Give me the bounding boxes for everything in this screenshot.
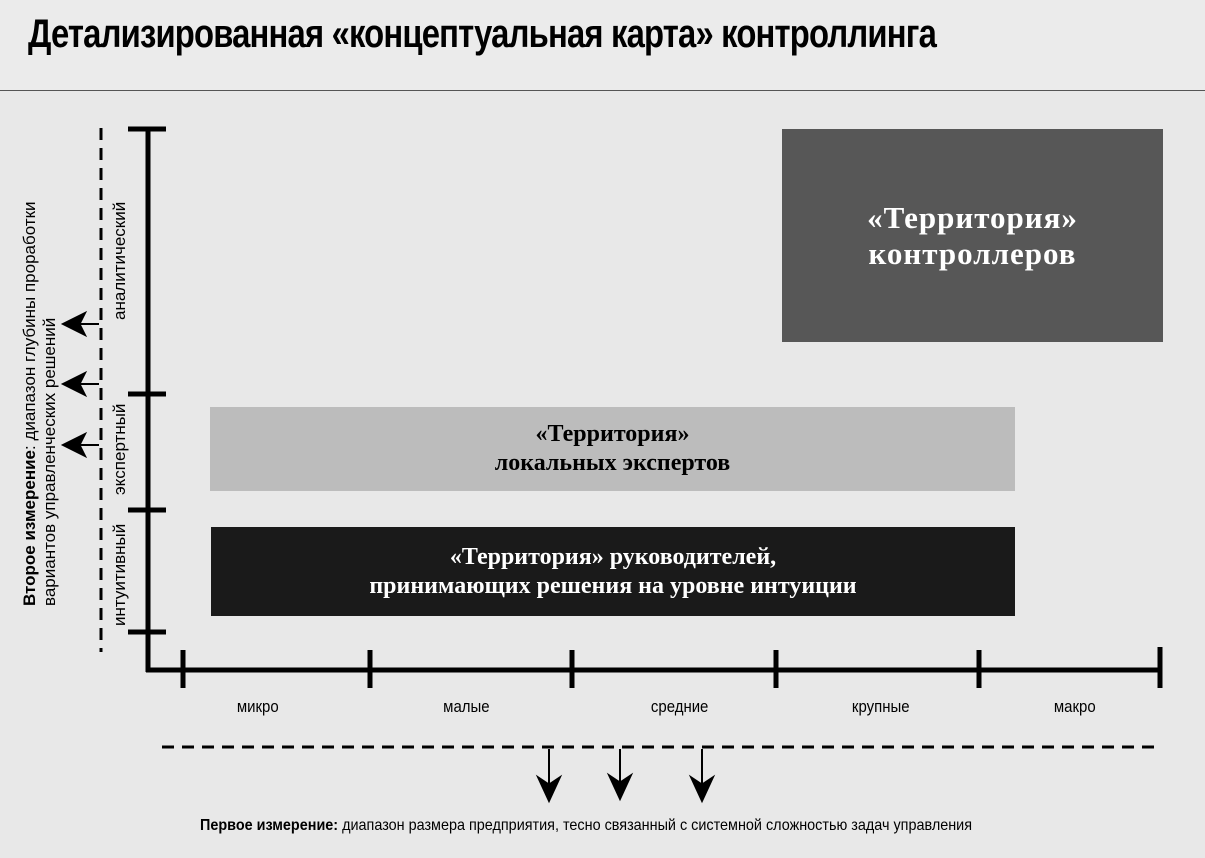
level-label-analytic: аналитический [110, 201, 129, 320]
size-label-macro: макро [1053, 697, 1096, 716]
page-title: Детализированная «концептуальная карта» контроллинга [28, 12, 937, 56]
size-label-medium: средние [650, 697, 709, 716]
territory-experts-line2: локальных экспертов [494, 450, 731, 476]
first-dimension-text: диапазон размера предприятия, тесно связанный с системной сложностью задач управления [342, 817, 973, 834]
size-label-micro: микро [236, 697, 279, 716]
territory-controllers-line1: «Территория» [867, 199, 1078, 235]
territory-experts [210, 407, 1015, 491]
first-dimension-label [200, 817, 972, 835]
level-label-expert: экспертный [110, 403, 129, 495]
second-dimension-arrows [62, 312, 99, 457]
territory-managers-line1: «Территория» руководителей, [449, 543, 777, 570]
territory-experts-line1: «Территория» [535, 421, 690, 447]
level-label-intuitive: интуитивный [110, 523, 129, 626]
second-dimension-text-1: : диапазон глубины проработки [20, 201, 39, 450]
territory-managers-line2: принимающих решения на уровне интуиции [369, 572, 857, 599]
territory-controllers [782, 129, 1163, 342]
first-dimension-title: Первое измерение: [200, 817, 339, 834]
second-dimension-title: Второе измерение [20, 449, 39, 606]
size-label-large: крупные [851, 697, 910, 716]
territory-managers [211, 527, 1015, 616]
size-label-small: малые [443, 697, 490, 716]
first-dimension-arrows [537, 749, 714, 802]
second-dimension-text-2: вариантов управленческих решений [40, 317, 59, 606]
territory-controllers-line2: контроллеров [868, 235, 1077, 271]
second-dimension-label [20, 201, 60, 606]
